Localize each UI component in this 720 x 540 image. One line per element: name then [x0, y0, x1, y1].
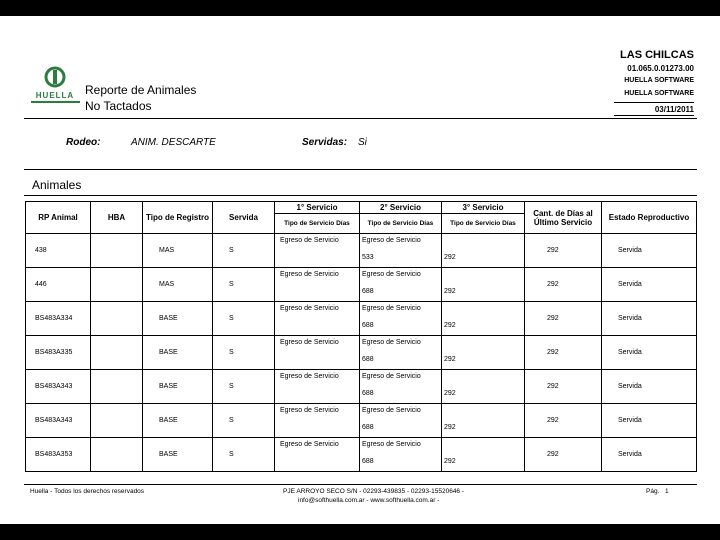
footer-contact: info@softhuella.com.ar - www.softhuella.com.ar - — [298, 497, 440, 504]
cell-s3-dias: 292 — [444, 424, 456, 431]
cell-s2: Egreso de Servicio — [362, 305, 421, 312]
table-cell — [143, 268, 213, 302]
cell-cant: 292 — [547, 349, 559, 356]
table-cell — [213, 302, 275, 336]
cell-s1: Egreso de Servicio — [280, 339, 339, 346]
table-cell — [275, 370, 360, 404]
table-cell — [442, 336, 525, 370]
cell-cant: 292 — [547, 315, 559, 322]
cell-s3-dias: 292 — [444, 458, 456, 465]
logo-wordmark: HUELLA — [35, 91, 75, 100]
cell-s1: Egreso de Servicio — [280, 305, 339, 312]
col-estado: Estado Reproductivo — [602, 202, 697, 234]
table-cell — [525, 438, 602, 472]
cell-s2: Egreso de Servicio — [362, 373, 421, 380]
col-servicio-1: 1° Servicio — [275, 202, 360, 214]
table-cell — [91, 234, 143, 268]
table-cell — [213, 438, 275, 472]
table-row — [26, 302, 697, 336]
header-rule-2 — [614, 115, 694, 116]
table-cell — [91, 268, 143, 302]
table-cell — [360, 302, 442, 336]
col-servicio-2: 2° Servicio — [360, 202, 442, 214]
table-cell — [26, 234, 91, 268]
cell-estado: Servida — [618, 417, 642, 424]
cell-rp: BS483A343 — [35, 417, 73, 424]
cell-rp: BS483A343 — [35, 383, 73, 390]
cell-tipo: BASE — [159, 417, 178, 424]
animals-table — [25, 201, 697, 472]
table-cell — [360, 234, 442, 268]
cell-estado: Servida — [618, 383, 642, 390]
table-cell — [275, 268, 360, 302]
col-servida: Servida — [213, 202, 275, 234]
table-cell — [525, 234, 602, 268]
table-row — [26, 404, 697, 438]
table-cell — [442, 370, 525, 404]
table-cell — [91, 336, 143, 370]
report-date: 03/11/2011 — [654, 105, 694, 114]
table-cell — [26, 336, 91, 370]
report-page — [0, 16, 720, 524]
table-cell — [26, 438, 91, 472]
cell-servida: S — [229, 417, 234, 424]
subcol-servicio-2: Tipo de Servicio Días — [360, 214, 442, 234]
cell-tipo: BASE — [159, 383, 178, 390]
col-servicio-3: 3° Servicio — [442, 202, 525, 214]
cell-s2-dias: 688 — [362, 458, 374, 465]
table-cell — [602, 438, 697, 472]
table-cell — [602, 268, 697, 302]
cell-s2-dias: 688 — [362, 322, 374, 329]
cell-rp: BS483A334 — [35, 315, 73, 322]
cell-tipo: BASE — [159, 315, 178, 322]
table-cell — [213, 404, 275, 438]
table-row — [26, 438, 697, 472]
table-cell — [143, 404, 213, 438]
rodeo-label: Rodeo: — [66, 137, 101, 148]
table-cell — [360, 370, 442, 404]
cell-estado: Servida — [618, 247, 642, 254]
cell-s3-dias: 292 — [444, 288, 456, 295]
section-title: Animales — [32, 178, 82, 192]
col-cant-dias: Cant. de Días al Último Servicio — [525, 202, 602, 234]
footer-divider — [24, 484, 697, 485]
cell-rp: BS483A335 — [35, 349, 73, 356]
table-cell — [213, 234, 275, 268]
table-cell — [442, 268, 525, 302]
table-cell — [525, 404, 602, 438]
table-cell — [143, 302, 213, 336]
cell-s2: Egreso de Servicio — [362, 339, 421, 346]
cell-cant: 292 — [547, 281, 559, 288]
table-cell — [525, 336, 602, 370]
company-code: 01.065.0.01273.00 — [627, 64, 694, 73]
servidas-label: Servidas: — [302, 137, 348, 148]
cell-estado: Servida — [618, 281, 642, 288]
col-tipo-registro: Tipo de Registro — [143, 202, 213, 234]
table-cell — [602, 370, 697, 404]
table-cell — [360, 336, 442, 370]
table-cell — [525, 370, 602, 404]
report-title: Reporte de Animales — [85, 83, 197, 97]
cell-tipo: BASE — [159, 349, 178, 356]
cell-s1: Egreso de Servicio — [280, 237, 339, 244]
table-cell — [442, 438, 525, 472]
table-row — [26, 370, 697, 404]
table-cell — [442, 404, 525, 438]
cell-s1: Egreso de Servicio — [280, 271, 339, 278]
table-cell — [213, 268, 275, 302]
table-cell — [91, 404, 143, 438]
footer-page-number: 1 — [665, 488, 669, 495]
cell-s2: Egreso de Servicio — [362, 237, 421, 244]
cell-s2: Egreso de Servicio — [362, 441, 421, 448]
table-cell — [360, 438, 442, 472]
cell-s2-dias: 688 — [362, 390, 374, 397]
table-cell — [26, 268, 91, 302]
cell-tipo: BASE — [159, 451, 178, 458]
cell-rp: 446 — [35, 281, 47, 288]
cell-s3-dias: 292 — [444, 356, 456, 363]
table-cell — [143, 438, 213, 472]
cell-servida: S — [229, 247, 234, 254]
cell-s2-dias: 533 — [362, 254, 374, 261]
cell-estado: Servida — [618, 315, 642, 322]
table-cell — [275, 404, 360, 438]
rodeo-value: ANIM. DESCARTE — [131, 137, 216, 148]
table-cell — [602, 404, 697, 438]
cell-cant: 292 — [547, 451, 559, 458]
table-cell — [360, 268, 442, 302]
cell-s3-dias: 292 — [444, 322, 456, 329]
software-label-2: HUELLA SOFTWARE — [624, 90, 694, 97]
subcol-servicio-1: Tipo de Servicio Días — [275, 214, 360, 234]
col-rp-animal: RP Animal — [26, 202, 91, 234]
cell-servida: S — [229, 451, 234, 458]
cell-s2-dias: 688 — [362, 356, 374, 363]
table-cell — [143, 370, 213, 404]
table-cell — [143, 336, 213, 370]
table-cell — [275, 438, 360, 472]
cell-cant: 292 — [547, 383, 559, 390]
cell-s1: Egreso de Servicio — [280, 373, 339, 380]
cell-s1: Egreso de Servicio — [280, 441, 339, 448]
cell-estado: Servida — [618, 451, 642, 458]
table-cell — [91, 370, 143, 404]
section-divider — [24, 195, 697, 196]
subcol-servicio-3: Tipo de Servicio Días — [442, 214, 525, 234]
cell-tipo: MAS — [159, 281, 175, 288]
table-row — [26, 336, 697, 370]
cell-tipo: MAS — [159, 247, 175, 254]
cell-servida: S — [229, 281, 234, 288]
cell-s2: Egreso de Servicio — [362, 271, 421, 278]
company-name: LAS CHILCAS — [620, 49, 694, 61]
cell-s2-dias: 688 — [362, 288, 374, 295]
table-row — [26, 268, 697, 302]
table-cell — [26, 370, 91, 404]
huella-logo-icon — [28, 66, 83, 110]
report-subtitle: No Tactados — [85, 99, 152, 113]
cell-servida: S — [229, 315, 234, 322]
cell-servida: S — [229, 349, 234, 356]
header-rule-1 — [614, 102, 694, 103]
table-cell — [275, 336, 360, 370]
table-cell — [525, 268, 602, 302]
table-cell — [213, 336, 275, 370]
table-cell — [91, 438, 143, 472]
servidas-value: Si — [358, 137, 367, 148]
table-cell — [275, 234, 360, 268]
table-cell — [143, 234, 213, 268]
table-cell — [213, 370, 275, 404]
table-cell — [26, 404, 91, 438]
table-cell — [602, 302, 697, 336]
table-cell — [602, 336, 697, 370]
footer-page-label: Pág. — [646, 488, 660, 495]
table-cell — [602, 234, 697, 268]
table-cell — [275, 302, 360, 336]
table-cell — [91, 302, 143, 336]
table-cell — [442, 302, 525, 336]
footer-address: PJE ARROYO SECO S/N - 02293-439835 - 02293-15520646 - — [283, 488, 465, 495]
table-cell — [26, 302, 91, 336]
cell-cant: 292 — [547, 247, 559, 254]
cell-s1: Egreso de Servicio — [280, 407, 339, 414]
filters-divider — [24, 169, 697, 170]
table-row — [26, 234, 697, 268]
cell-servida: S — [229, 383, 234, 390]
table-cell — [442, 234, 525, 268]
cell-rp: BS483A353 — [35, 451, 73, 458]
header-divider — [24, 118, 697, 119]
col-hba: HBA — [91, 202, 143, 234]
cell-s2: Egreso de Servicio — [362, 407, 421, 414]
cell-s3-dias: 292 — [444, 390, 456, 397]
software-label-1: HUELLA SOFTWARE — [624, 77, 694, 84]
footer-rights: Huella - Todos los derechos reservados — [30, 488, 145, 495]
cell-rp: 438 — [35, 247, 47, 254]
table-cell — [360, 404, 442, 438]
cell-estado: Servida — [618, 349, 642, 356]
cell-cant: 292 — [547, 417, 559, 424]
table-cell — [525, 302, 602, 336]
cell-s2-dias: 688 — [362, 424, 374, 431]
cell-s3-dias: 292 — [444, 254, 456, 261]
